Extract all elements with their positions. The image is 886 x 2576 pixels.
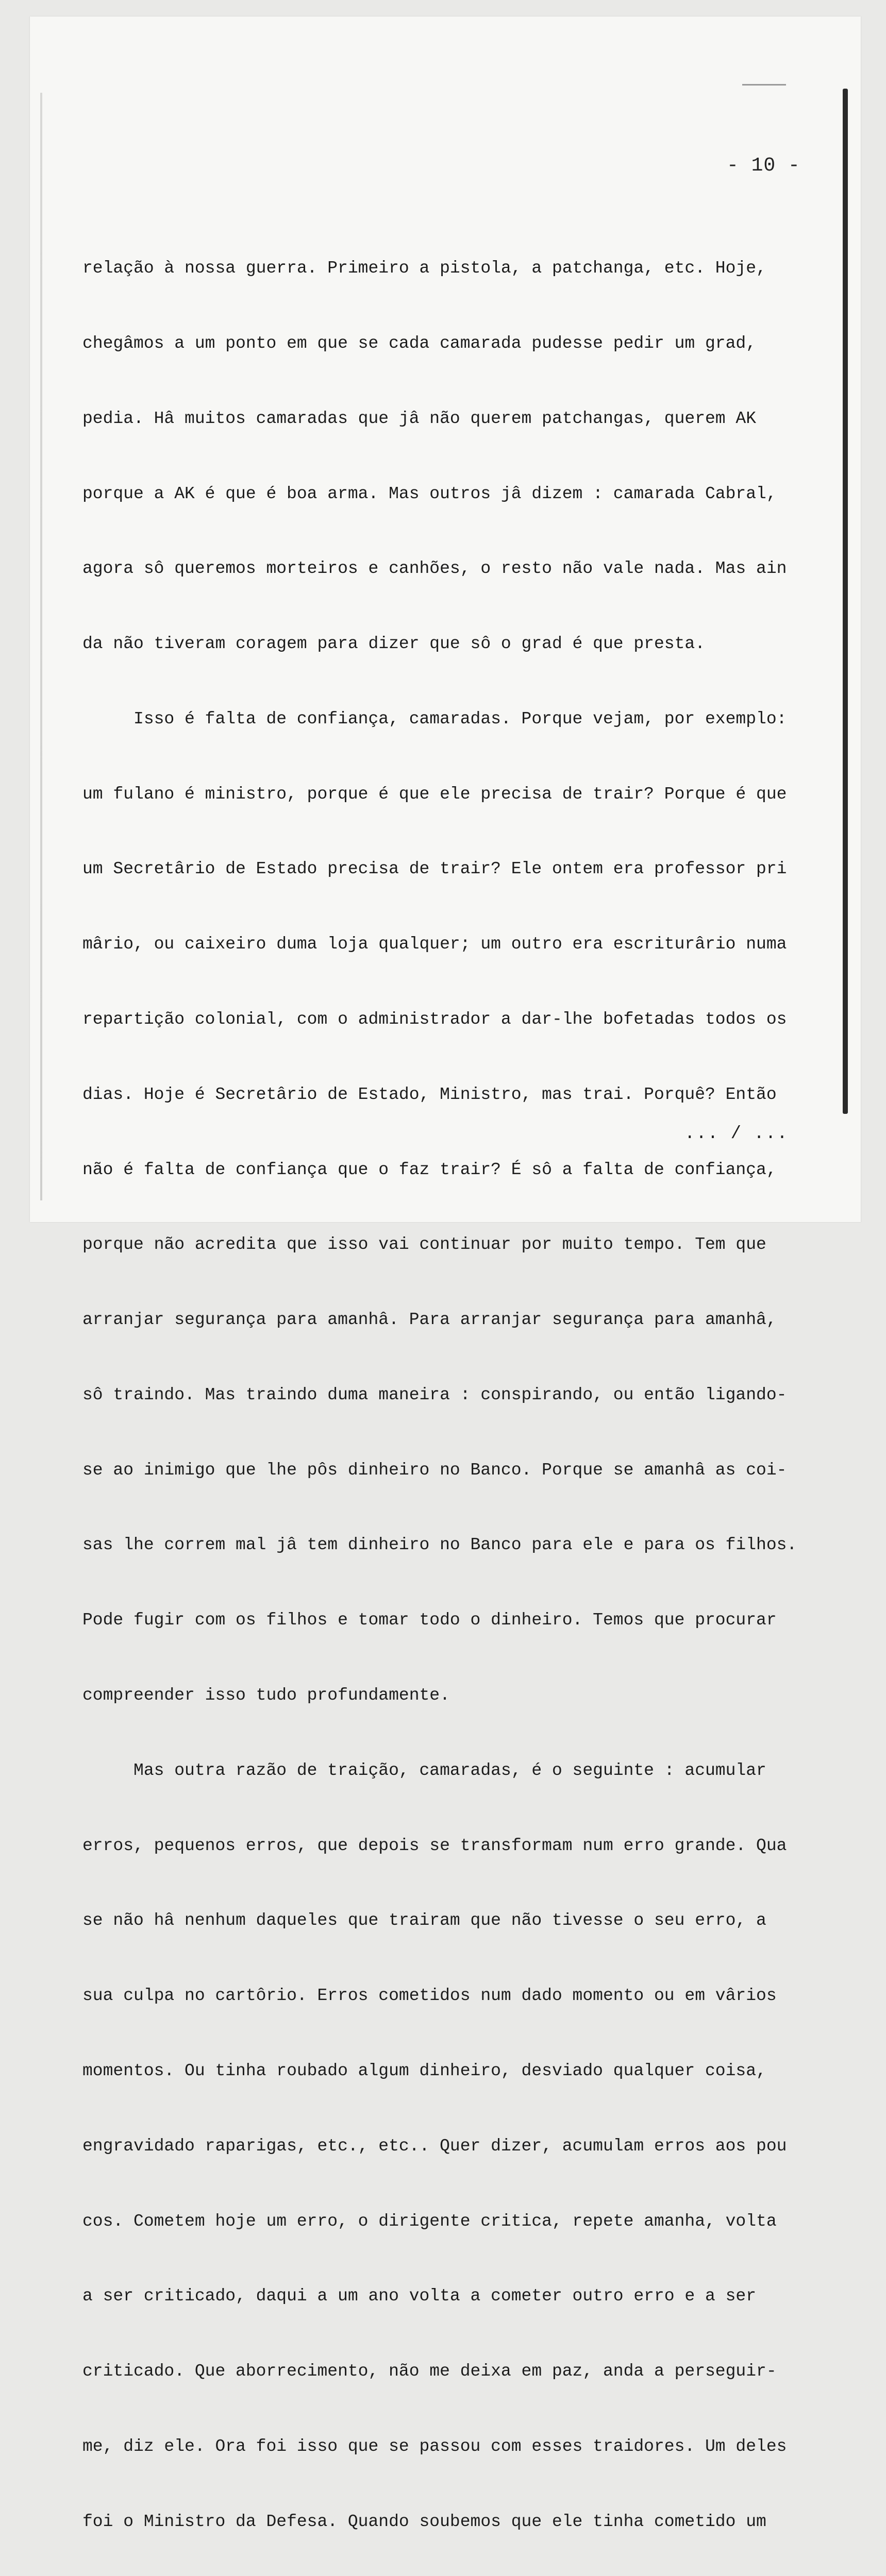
text-line: engravidado raparigas, etc., etc.. Quer dizer, acumulam erros aos pou	[82, 2136, 787, 2156]
text-line: se ao inimigo que lhe pôs dinheiro no Banco. Porque se amanhâ as coi-	[82, 1460, 787, 1480]
text-line: arranjar segurança para amanhâ. Para arranjar segurança para amanhâ,	[82, 1310, 777, 1330]
page-left-edge	[40, 93, 42, 1200]
text-line: a ser criticado, daqui a um ano volta a cometer outro erro e a ser	[82, 2286, 757, 2306]
text-line: erros, pequenos erros, que depois se transformam num erro grande. Qua	[82, 1836, 787, 1855]
text-line: sua culpa no cartôrio. Erros cometidos num dado momento ou em vârios	[82, 1986, 777, 2006]
text-line: repartição colonial, com o administrador a dar-lhe bofetadas todos os	[82, 1010, 787, 1029]
text-line: porque a AK é que é boa arma. Mas outros jâ dizem : camarada Cabral,	[82, 484, 777, 503]
text-line: criticado. Que aborrecimento, não me deixa em paz, anda a perseguir-	[82, 2362, 777, 2381]
text-line: foi o Ministro da Defesa. Quando soubemos que ele tinha cometido um	[82, 2512, 766, 2531]
text-line: compreender isso tudo profundamente.	[82, 1686, 450, 1705]
text-line: porque não acredita que isso vai continuar por muito tempo. Tem que	[82, 1235, 766, 1255]
text-line: pedia. Hâ muitos camaradas que jâ não querem patchangas, querem AK	[82, 409, 757, 428]
text-line: um fulano é ministro, porque é que ele precisa de trair? Porque é que	[82, 784, 787, 804]
page-number: - 10 -	[727, 155, 800, 177]
text-line: Mas outra razão de traição, camaradas, é o seguinte : acumular	[82, 1760, 766, 1780]
text-line: cos. Cometem hoje um erro, o dirigente critica, repete amanha, volta	[82, 2211, 777, 2231]
text-line: mârio, ou caixeiro duma loja qualquer; um outro era escriturârio numa	[82, 935, 787, 954]
text-line: momentos. Ou tinha roubado algum dinheiro, desviado qualquer coisa,	[82, 2061, 766, 2080]
continuation-marker: ... / ...	[684, 1124, 789, 1144]
text-line: dias. Hoje é Secretârio de Estado, Ministro, mas trai. Porquê? Então	[82, 1084, 777, 1104]
text-line: relação à nossa guerra. Primeiro a pistola, a patchanga, etc. Hoje,	[82, 259, 766, 278]
text-line: Isso é falta de confiança, camaradas. Porque vejam, por exemplo:	[82, 709, 787, 728]
text-line: não é falta de confiança que o faz trair? É sô a falta de confiança,	[82, 1160, 777, 1179]
text-line: agora sô queremos morteiros e canhões, o resto não vale nada. Mas ain	[82, 559, 787, 579]
text-line: sô traindo. Mas traindo duma maneira : conspirando, ou então ligando-	[82, 1385, 787, 1404]
top-mark	[742, 84, 786, 86]
body-text	[82, 206, 835, 2576]
text-line: da não tiveram coragem para dizer que sô o grad é que presta.	[82, 634, 705, 654]
text-line: Pode fugir com os filhos e tomar todo o dinheiro. Temos que procurar	[82, 1611, 777, 1630]
text-line: me, diz ele. Ora foi isso que se passou com esses traidores. Um deles	[82, 2436, 787, 2456]
page-binding-edge	[843, 89, 848, 1114]
text-line: se não hâ nenhum daqueles que trairam que não tivesse o seu erro, a	[82, 1911, 766, 1930]
text-line: um Secretârio de Estado precisa de trair? Ele ontem era professor pri	[82, 859, 787, 879]
text-line: chegâmos a um ponto em que se cada camarada pudesse pedir um grad,	[82, 333, 757, 353]
text-line: sas lhe correm mal jâ tem dinheiro no Banco para ele e para os filhos.	[82, 1535, 797, 1555]
